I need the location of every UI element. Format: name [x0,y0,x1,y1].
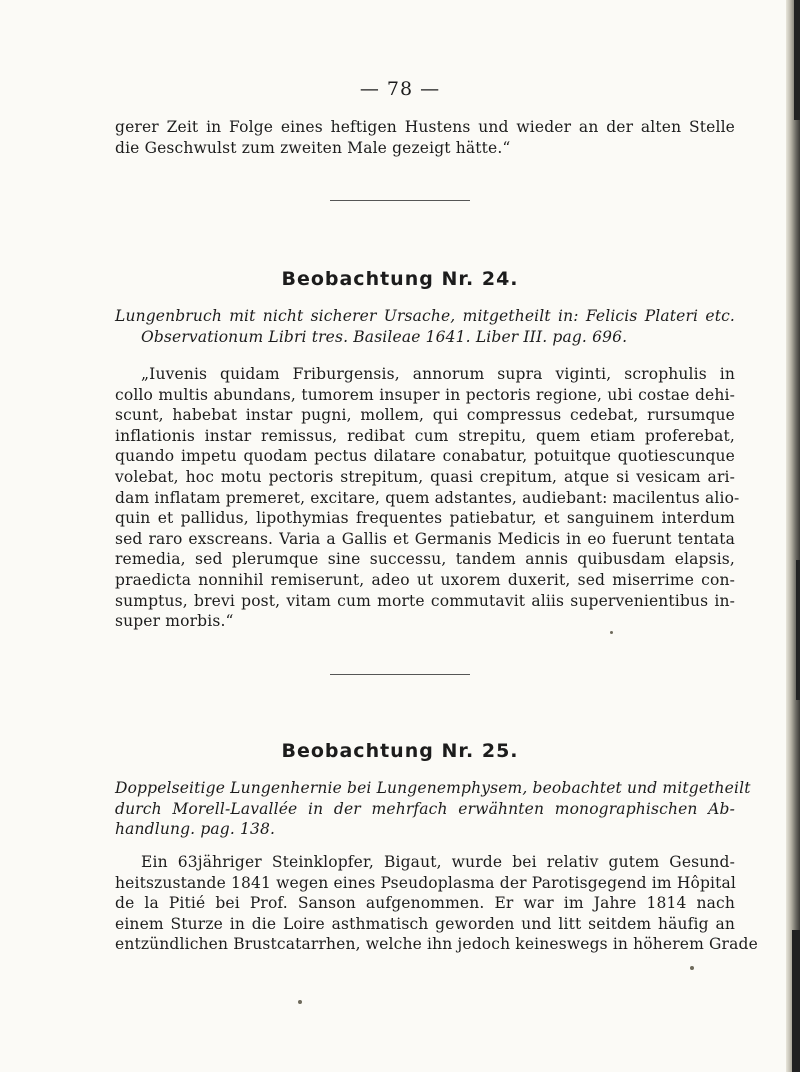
observation-24-source [115,306,735,347]
source-line: Observationum Libri tres. Basileae 1641. Liber III. pag. 696. [141,327,628,346]
text-line: scunt, habebat instar pugni, mollem, qui compressus cedebat, rursumque [115,406,735,425]
source-line: handlung. pag. 138. [115,820,276,839]
scan-edge [786,0,800,1072]
text-line: gerer Zeit in Folge eines heftigen Hustens und wieder an der alten Stelle [115,118,735,136]
source-line: Doppelseitige Lungenhernie bei Lungenemphysem, beobachtet und mitgetheilt [115,779,751,797]
text-line: volebat, hoc motu pectoris strepitum, quasi crepitum, atque si vesicam ari- [115,467,735,486]
observation-25-body [115,852,758,955]
section-divider [330,200,470,201]
observation-25-source [115,778,751,840]
source-line: durch Morell-Lavallée in der mehrfach erwähnten monographischen Ab- [115,799,735,818]
scan-edge-dark [794,0,800,120]
text-line: de la Pitié bei Prof. Sanson aufgenommen. Er war im Jahre 1814 nach [115,894,735,913]
paper-speck [690,966,694,970]
paragraph-continuation [115,117,735,158]
text-line: einem Sturze in die Loire asthmatisch geworden und litt seitdem häufig an [115,914,735,933]
text-line: remedia, sed plerumque sine successu, tandem annis quibusdam elapsis, [115,550,735,569]
text-line: quin et pallidus, lipothymias frequentes patiebatur, et sanguinem interdum [115,509,735,528]
text-line: die Geschwulst zum zweiten Male gezeigt hätte.“ [115,138,511,157]
text-line: praedicta nonnihil remiserunt, adeo ut uxorem duxerit, sed miserrime con- [115,570,735,589]
text-line: sed raro exscreans. Varia a Gallis et Germanis Medicis in eo fuerunt tentata [115,529,735,548]
text-line: collo multis abundans, tumorem insuper in pectoris regione, ubi costae dehi- [115,385,735,404]
page-number: — 78 — [359,78,441,100]
section-divider [330,674,470,675]
text-line: super morbis.“ [115,612,234,631]
source-line: Lungenbruch mit nicht sicherer Ursache, mitgetheilt in: Felicis Plateri etc. [115,307,735,325]
paper-speck [298,1000,302,1004]
text-line: sumptus, brevi post, vitam cum morte commutavit aliis supervenientibus in- [115,591,735,610]
text-line: heitszustande 1841 wegen eines Pseudoplasma der Parotisgegend im Hôpital [115,873,737,892]
text-line: inflationis instar remissus, redibat cum strepitu, quem etiam proferebat, [115,426,735,445]
scan-edge-dark [792,930,800,1072]
text-line: dam inflatam premeret, excitare, quem adstantes, audiebant: macilentus alio- [115,488,740,507]
observation-24-heading: Beobachtung Nr. 24. [281,268,519,290]
text-line: entzündlichen Brustcatarrhen, welche ihn jedoch keineswegs in höherem Grade [115,935,758,954]
text-line: quando impetu quodam pectus dilatare conabatur, potuitque quotiescunque [115,447,735,466]
observation-25-heading: Beobachtung Nr. 25. [281,740,519,762]
text-line: Ein 63jähriger Steinklopfer, Bigaut, wurde bei relativ gutem Gesund- [141,853,735,871]
scan-edge-dark [796,560,800,700]
text-line: „Iuvenis quidam Friburgensis, annorum supra viginti, scrophulis in [141,365,735,383]
paper-speck [610,631,613,634]
observation-24-body [115,364,740,632]
